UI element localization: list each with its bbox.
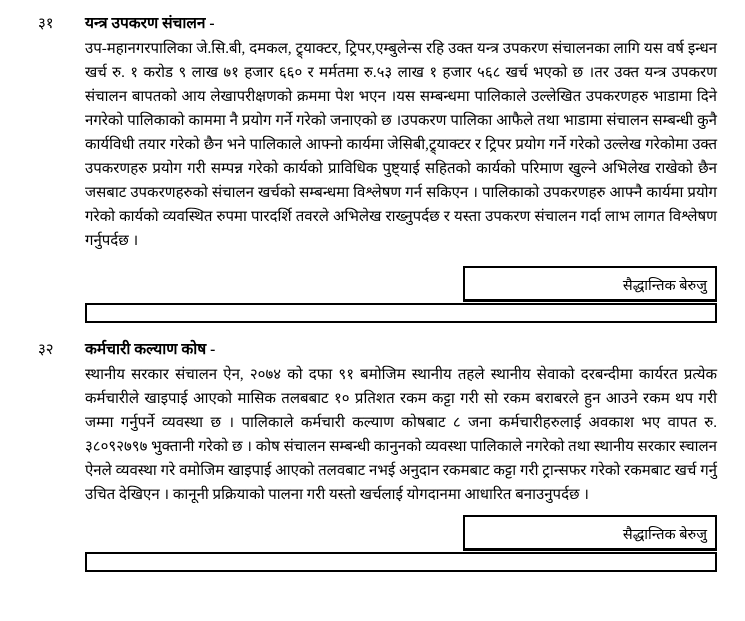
beruju-amount-box [85,303,717,323]
section-content [85,12,717,323]
beruju-label-box [463,266,717,302]
beruju-label: सैद्धान्तिक बेरुजु [622,526,707,543]
audit-observation-section-31 [38,12,717,323]
beruju-label-box [463,515,717,551]
section-body-text: स्थानीय सरकार संचालन ऐन, २०७४ को दफा ९१ बमोजिम स्थानीय तहले स्थानीय सेवाको दरबन्दीमा कार्यरत प्रत्येक कर्मचारीले खाइपाई आएको मासिक तलबबाट १० प्रतिशत रकम कट्टा गरी सो रकम बराबरले हुन आउने रकम थप गरी जम्मा गर्नुपर्ने व्यवस्था छ । पालिकाले कर्मचारी कल्याण कोषबाट ८ जना कर्मचारीहरुलाई अवकाश भए वापत रु. ३८०९२७९७ भुक्तानी गरेको छ । कोष संचालन सम्बन्धी कानुनको व्यवस्था पालिकाले नगरेको तथा स्थानीय सरकार स्चालन ऐनले व्यवस्था गरे वमोजिम खाइपाई आएको तलवबाट नभई अनुदान रकमबाट कट्टा गरी ट्रान्सफर गरेको रकमबाट खर्च गर्नु उचित देखिएन । कानूनी प्रक्रियाको पालना गरी यस्तो खर्चलाई योगदानमा आधारित बनाउनुपर्दछ । [85,367,717,503]
section-heading: यन्त्र उपकरण संचालन - [85,15,215,32]
section-body-text: उप-महानगरपालिका जे.सि.बी, दमकल, ट्र्याक्टर, ट्रिपर,एम्बुलेन्स रहि उक्त यन्त्र उपकरण संचालनका लागि यस वर्ष इन्धन खर्च रु. १ करोड ९ लाख ७१ हजार ६६० र मर्मतमा रु.५३ लाख १ हजार ५६८ खर्च भएको छ ।तर उक्त यन्त्र उपकरण संचालन बापतको आय लेखापरीक्षणको क्रममा पेश भएन ।यस सम्बन्धमा पालिकाले उल्लेखित उपकरणहरु भाडामा दिने नगरेको पालिकाको काममा नै प्रयोग गर्ने गरेको जनाएको छ ।उपकरण पालिका आफैले तथा भाडामा संचालन सम्बन्धी कुनै कार्यविधी तयार गरेको छैन भने पालिकाले आफ्नो कार्यमा जेसिबी,ट्र्याक्टर र ट्रिपर प्रयोग गर्ने गरेको उल्लेख गरेकोमा उक्त उपकरणहरु प्रयोग गरी सम्पन्न गरेको कार्यको प्राविधिक पुष्ट्याई सहितको कार्यको परिमाण खुल्ने अभिलेख राखेको छैन जसबाट उपकरणहरुको संचालन खर्चको सम्बन्धमा विश्लेषण गर्न सकिएन । पालिकाको उपकरणहरु आफ्नै कार्यमा प्रयोग गरेको कार्यको व्यवस्थित रुपमा पारदर्शि तवरले अभिलेख राख्नुपर्दछ र यस्ता उपकरण संचालन गर्दा लाभ लागत विश्लेषण गर्नुपर्दछ । [85,41,717,249]
audit-observation-section-32 [38,338,717,572]
section-heading: कर्मचारी कल्याण कोष - [85,341,216,358]
section-number: ३२ [38,342,54,358]
beruju-amount-box [85,552,717,572]
beruju-label: सैद्धान्तिक बेरुजु [622,277,707,294]
section-content [85,338,717,572]
section-number: ३१ [38,16,54,32]
